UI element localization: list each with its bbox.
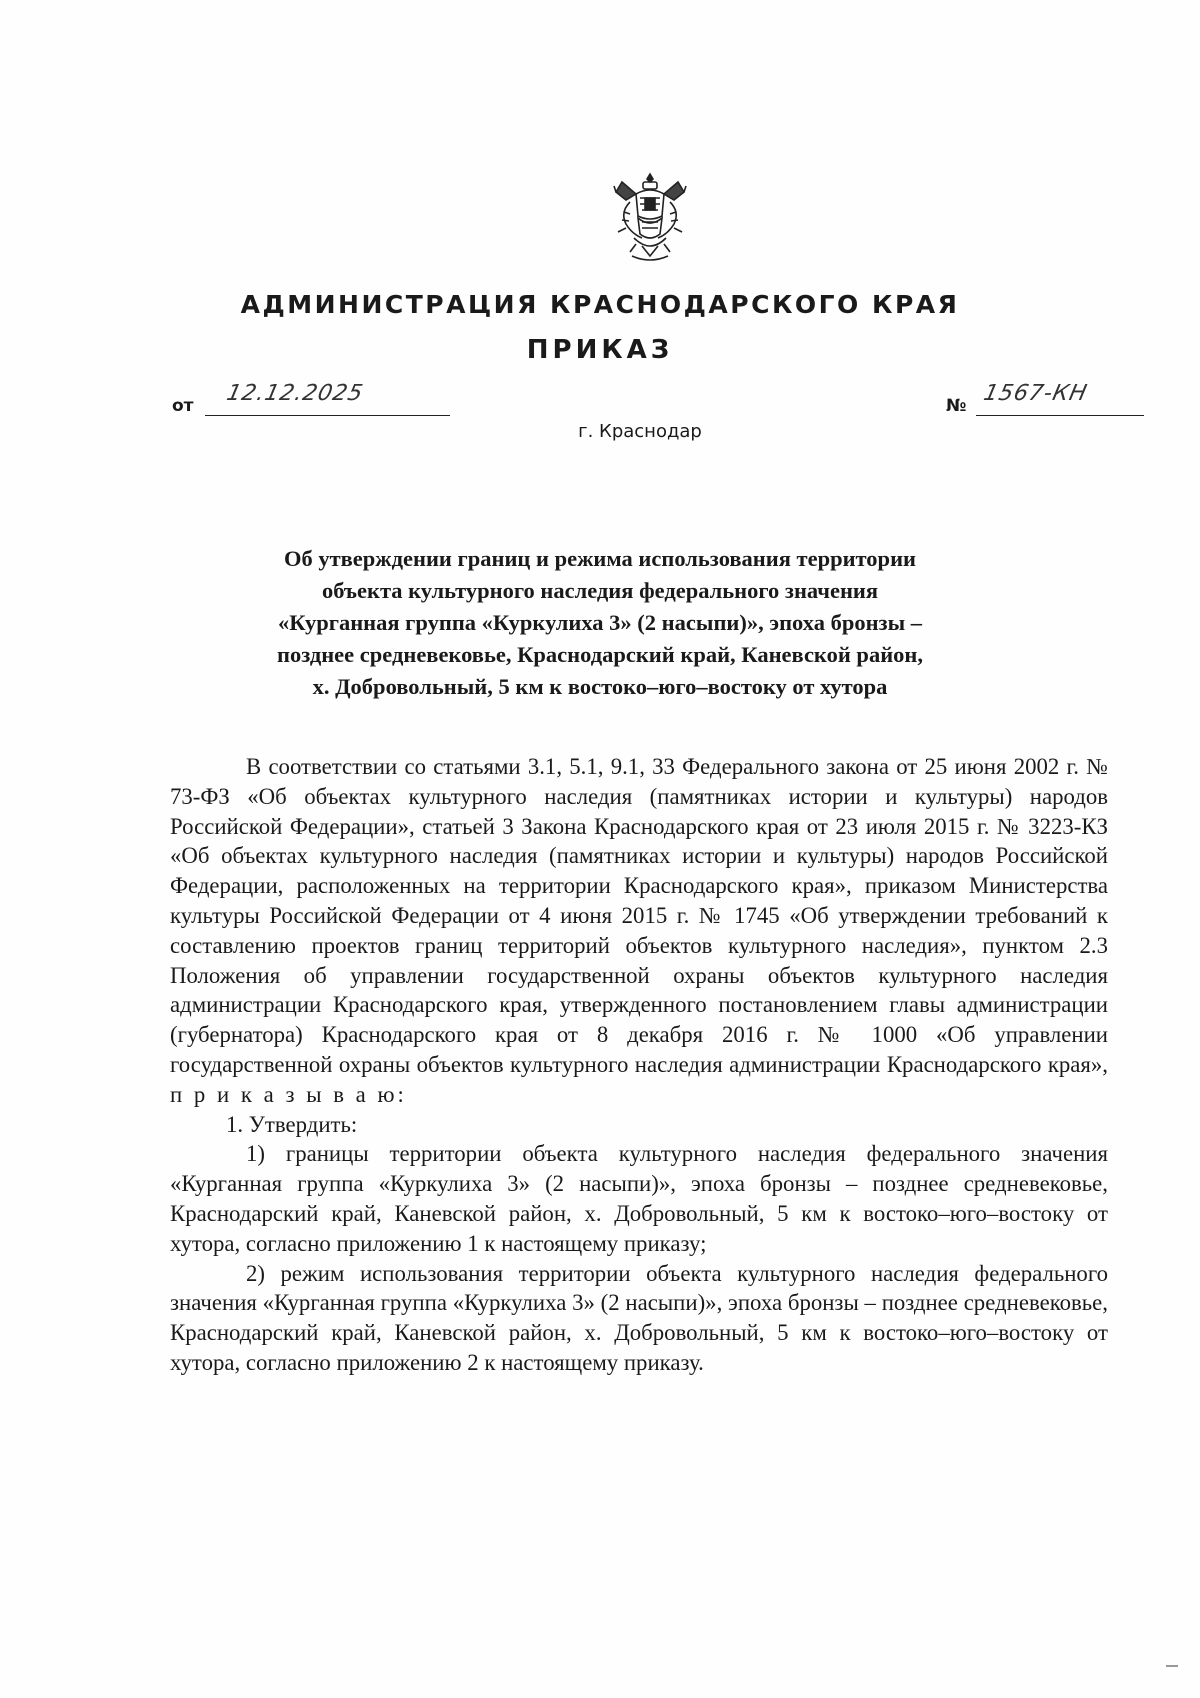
- number-handwritten: 1567-КН: [981, 381, 1091, 406]
- order-word: п р и к а з ы в а ю:: [170, 1081, 407, 1107]
- date-line: [172, 381, 450, 416]
- scan-mark: [1166, 1665, 1178, 1667]
- heading-line: х. Добровольный, 5 км к востоко–юго–востоку от хутора: [312, 674, 888, 699]
- city: г. Краснодар: [578, 421, 702, 442]
- heading-line: Об утверждении границ и режима использования территории: [283, 546, 917, 571]
- organization-title: АДМИНИСТРАЦИЯ КРАСНОДАРСКОГО КРАЯ: [240, 290, 960, 319]
- document-heading: [200, 543, 1000, 703]
- document-body: [170, 752, 1108, 1378]
- coat-of-arms-emblem: [612, 172, 688, 264]
- number-blank: [976, 381, 1144, 416]
- date-handwritten: 12.12.2025: [224, 381, 367, 406]
- date-prefix: от: [172, 396, 194, 416]
- item-1-2: 2) режим использования территории объекта культурного наследия федерального значения «Курганная группа «Куркулиха 3» (2 насыпи)», эпоха бронзы – позднее средневековье, Краснодарский край, Каневской район, х. Добровольный, 5 км к востоко–юго–востоку от хутора, согласно приложению 2 к настоящему приказу.: [170, 1260, 1108, 1375]
- preamble-paragraph: [170, 752, 1108, 1110]
- heading-line: «Курганная группа «Куркулиха 3» (2 насыпи)», эпоха бронзы –: [277, 610, 923, 635]
- heading-line: объекта культурного наследия федерального значения: [321, 578, 879, 603]
- item-1: 1. Утвердить:: [226, 1111, 358, 1137]
- date-blank: [205, 381, 450, 416]
- number-line: [946, 381, 1144, 416]
- preamble-text: В соответствии со статьями 3.1, 5.1, 9.1, 33 Федерального закона от 25 июня 2002 г. № 73-ФЗ «Об объектах культурного наследия (памятниках истории и культуры) народов Российской Федерации», статьей 3 Закона Краснодарского края от 23 июля 2015 г. № 3223-КЗ «Об объектах культурного наследия (памятниках истории и культуры) народов Российской Федерации, расположенных на территории Краснодарского края», приказом Министерства культуры Российской Федерации от 4 июня 2015 г. № 1745 «Об утверждении требований к составлению проектов границ территорий объектов культурного наследия», пунктом 2.3 Положения об управлении государственной охраны объектов культурного наследия администрации Краснодарского края, утвержденного постановлением главы администрации (губернатора) Краснодарского края от 8 декабря 2016 г. № 1000 «Об управлении государственной охраны объектов культурного наследия администрации Краснодарского края»,: [170, 754, 1108, 1077]
- document-type: ПРИКАЗ: [526, 335, 674, 365]
- number-prefix: №: [946, 396, 967, 416]
- heading-line: позднее средневековье, Краснодарский край, Каневской район,: [276, 642, 924, 667]
- item-1-1: 1) границы территории объекта культурного наследия федерального значения «Курганная группа «Куркулиха 3» (2 насыпи)», эпоха бронзы – позднее средневековье, Краснодарский край, Каневской район, х. Добровольный, 5 км к востоко–юго–востоку от хутора, согласно приложению 1 к настоящему приказу;: [170, 1141, 1108, 1256]
